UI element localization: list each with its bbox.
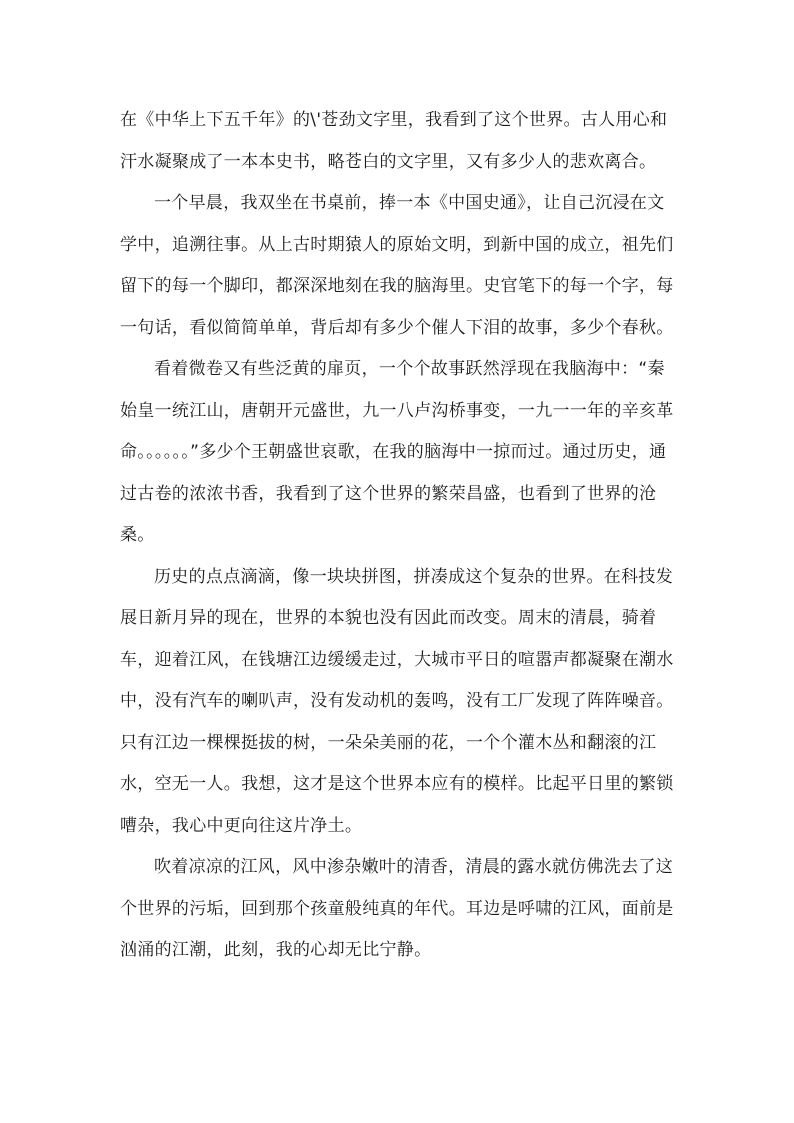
paragraph-4: 历史的点点滴滴，像一块块拼图，拼凑成这个复杂的世界。在科技发展日新月异的现在，世界的本貌也没有因此而改变。周末的清晨，骑着车，迎着江风，在钱塘江边缓缓走过，大城市平日的喧嚣声都凝聚在潮水中，没有汽车的喇叭声，没有发动机的轰鸣，没有工厂发现了阵阵噪音。只有江边一棵棵挺拔的树，一朵朵美丽的花，一个个灌木丛和翻滚的江水，空无一人。我想，这才是这个世界本应有的模样。比起平日里的繁锁嘈杂，我心中更向往这片净土。 (120, 566, 674, 836)
document-body (120, 100, 676, 972)
paragraph-2: 一个早晨，我双坐在书桌前，捧一本《中国史通》，让自己沉浸在文学中，追溯往事。从上古时期猿人的原始文明，到新中国的成立，祖先们留下的每一个脚印，都深深地刻在我的脑海里。史官笔下的每一个字，每一句话，看似简简单单，背后却有多少个催人下泪的故事，多少个春秋。 (120, 193, 674, 338)
paragraph-3: 看着微卷又有些泛黄的扉页，一个个故事跃然浮现在我脑海中：“秦始皇一统江山，唐朝开元盛世，九一八卢沟桥事变，一九一一年的辛亥革命。。。。。。”多少个王朝盛世哀歌，在我的脑海中一掠而过。通过历史，通过古卷的浓浓书香，我看到了这个世界的繁荣昌盛，也看到了世界的沧桑。 (120, 359, 674, 545)
paragraph-5: 吹着凉凉的江风，风中渗杂嫩叶的清香，清晨的露水就仿佛洗去了这个世界的污垢，回到那个孩童般纯真的年代。耳边是呼啸的江风，面前是汹涌的江潮，此刻，我的心却无比宁静。 (120, 857, 674, 960)
paragraph-1: 在《中华上下五千年》的\'苍劲文字里，我看到了这个世界。古人用心和汗水凝聚成了一本本史书，略苍白的文字里，又有多少人的悲欢离合。 (120, 110, 668, 172)
